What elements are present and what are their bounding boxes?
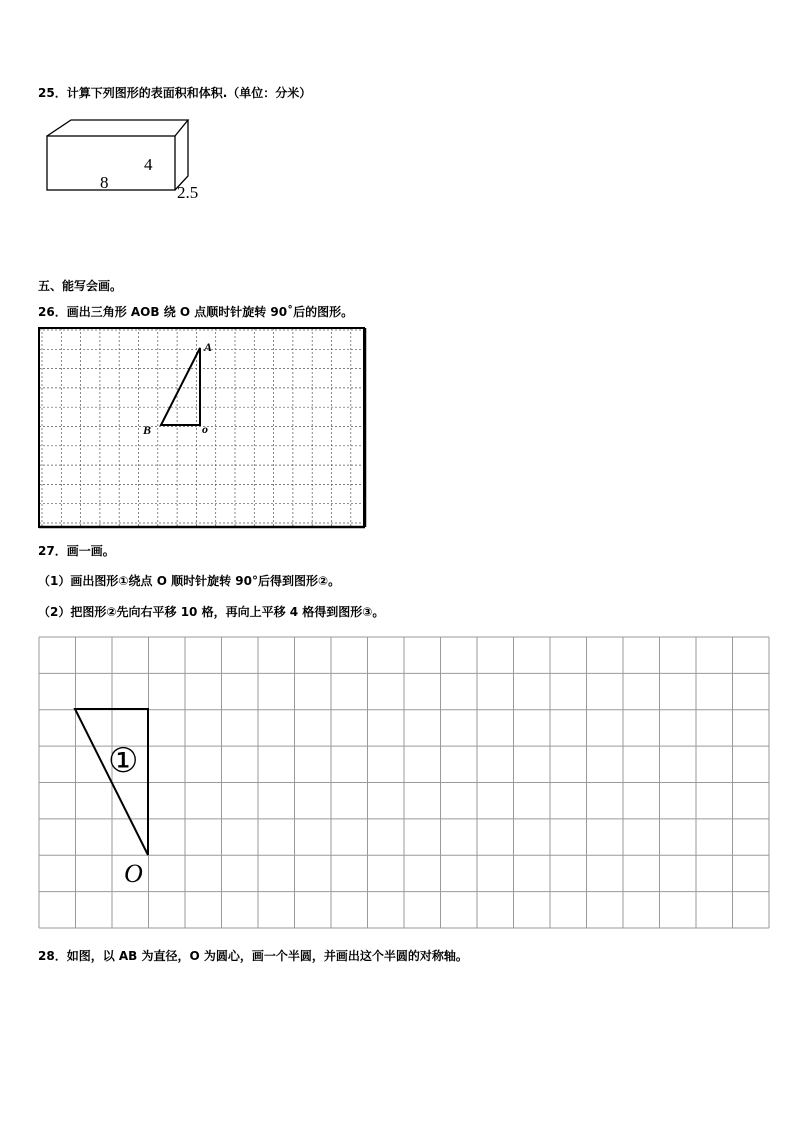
shape-1-label: ① [108, 743, 139, 780]
q27-text: 27．画一画。 [38, 544, 115, 558]
q25-text: 25．计算下列图形的表面积和体积.（单位：分米） [38, 86, 312, 100]
q27-sub2-text: （2）把图形②先向右平移 10 格，再向上平移 4 格得到图形③。 [38, 605, 385, 619]
cuboid-height-label: 4 [144, 155, 153, 174]
triangle-aob [161, 348, 200, 425]
cuboid-front-face [47, 136, 175, 190]
cuboid-figure [40, 112, 215, 204]
q26-text: 26．画出三角形 AOB 绕 O 点顺时针旋转 90˚后的图形。 [38, 305, 354, 319]
cuboid-side-face [175, 120, 188, 190]
section5-heading: 五、能写会画。 [38, 279, 123, 293]
q28-text: 28．如图，以 AB 为直径，O 为圆心，画一个半圆，并画出这个半圆的对称轴。 [38, 949, 468, 963]
cuboid-length-label: 8 [100, 173, 109, 192]
q26-grid-figure [37, 326, 369, 530]
point-o-label-q27: O [124, 859, 143, 888]
point-b-label: B [143, 423, 152, 437]
point-o-label: o [202, 422, 208, 436]
q27-sub1-text: （1）画出图形①绕点 O 顺时针旋转 90°后得到图形②。 [38, 574, 341, 588]
point-a-label: A [204, 340, 213, 354]
cuboid-width-label: 2.5 [177, 183, 199, 202]
q27-grid-figure [38, 636, 770, 929]
cuboid-top-face [47, 120, 188, 136]
